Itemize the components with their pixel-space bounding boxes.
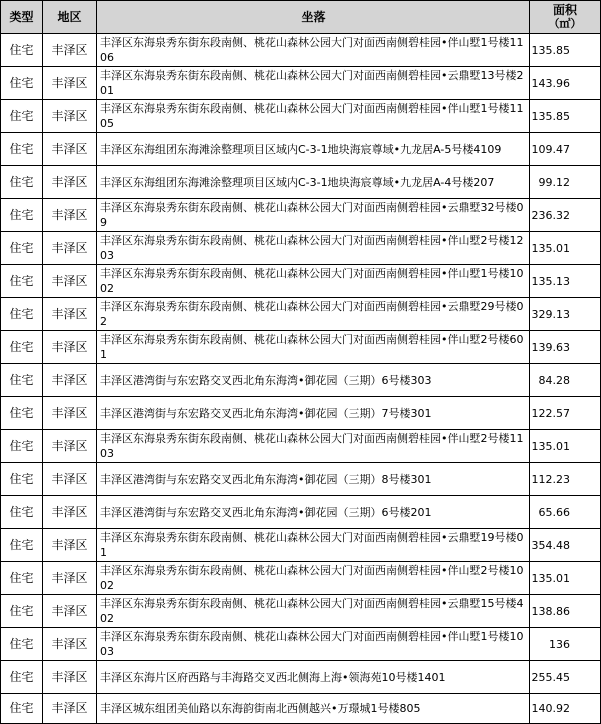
header-area xyxy=(530,1,601,34)
cell-location: 丰泽区东海泉秀东街东段南侧、桃花山森林公园大门对面西南侧碧桂园•伴山墅1号楼1003 xyxy=(97,628,530,661)
cell-district: 丰泽区 xyxy=(43,595,97,628)
cell-type: 住宅 xyxy=(1,331,43,364)
cell-area: 122.57 xyxy=(530,397,601,430)
table-row xyxy=(1,430,601,463)
cell-location: 丰泽区东海泉秀东街东段南侧、桃花山森林公园大门对面西南侧碧桂园•云鼎墅29号楼02 xyxy=(97,298,530,331)
property-table-body xyxy=(1,1,601,724)
cell-district: 丰泽区 xyxy=(43,694,97,724)
cell-location: 丰泽区东海泉秀东街东段南侧、桃花山森林公园大门对面西南侧碧桂园•云鼎墅19号楼01 xyxy=(97,529,530,562)
cell-type: 住宅 xyxy=(1,265,43,298)
cell-area: 140.92 xyxy=(530,694,601,724)
table-row xyxy=(1,595,601,628)
cell-location: 丰泽区东海泉秀东街东段南侧、桃花山森林公园大门对面西南侧碧桂园•云鼎墅13号楼201 xyxy=(97,67,530,100)
cell-location: 丰泽区东海泉秀东街东段南侧、桃花山森林公园大门对面西南侧碧桂园•伴山墅1号楼1002 xyxy=(97,265,530,298)
cell-district: 丰泽区 xyxy=(43,430,97,463)
table-row xyxy=(1,67,601,100)
table-row xyxy=(1,133,601,166)
cell-type: 住宅 xyxy=(1,397,43,430)
cell-district: 丰泽区 xyxy=(43,166,97,199)
cell-location: 丰泽区东海组团东海滩涂整理项目区域内C-3-1地块海宸尊域•九龙居A-5号楼4109 xyxy=(97,133,530,166)
cell-type: 住宅 xyxy=(1,298,43,331)
table-row xyxy=(1,562,601,595)
cell-district: 丰泽区 xyxy=(43,298,97,331)
cell-type: 住宅 xyxy=(1,661,43,694)
cell-type: 住宅 xyxy=(1,166,43,199)
cell-area: 143.96 xyxy=(530,67,601,100)
cell-area: 135.85 xyxy=(530,34,601,67)
cell-type: 住宅 xyxy=(1,133,43,166)
cell-location: 丰泽区东海泉秀东街东段南侧、桃花山森林公园大门对面西南侧碧桂园•伴山墅2号楼601 xyxy=(97,331,530,364)
table-row xyxy=(1,331,601,364)
table-row xyxy=(1,298,601,331)
cell-location: 丰泽区城东组团美仙路以东海韵街南北西侧越兴•万璟城1号楼805 xyxy=(97,694,530,724)
cell-district: 丰泽区 xyxy=(43,232,97,265)
cell-location: 丰泽区港湾街与东宏路交叉西北角东海湾•御花园（三期）8号楼301 xyxy=(97,463,530,496)
cell-district: 丰泽区 xyxy=(43,265,97,298)
cell-district: 丰泽区 xyxy=(43,34,97,67)
header-district: 地区 xyxy=(43,1,97,34)
cell-type: 住宅 xyxy=(1,529,43,562)
table-row xyxy=(1,34,601,67)
cell-type: 住宅 xyxy=(1,34,43,67)
cell-area: 329.13 xyxy=(530,298,601,331)
cell-area: 139.63 xyxy=(530,331,601,364)
cell-type: 住宅 xyxy=(1,364,43,397)
cell-type: 住宅 xyxy=(1,694,43,724)
table-row xyxy=(1,661,601,694)
cell-district: 丰泽区 xyxy=(43,529,97,562)
cell-area: 236.32 xyxy=(530,199,601,232)
cell-location: 丰泽区东海片区府西路与丰海路交叉西北侧海上海•领海苑10号楼1401 xyxy=(97,661,530,694)
cell-type: 住宅 xyxy=(1,67,43,100)
cell-district: 丰泽区 xyxy=(43,628,97,661)
cell-area: 99.12 xyxy=(530,166,601,199)
cell-area: 135.85 xyxy=(530,100,601,133)
cell-district: 丰泽区 xyxy=(43,562,97,595)
header-row xyxy=(1,1,601,34)
cell-location: 丰泽区东海泉秀东街东段南侧、桃花山森林公园大门对面西南侧碧桂园•伴山墅1号楼1105 xyxy=(97,100,530,133)
table-row xyxy=(1,463,601,496)
cell-type: 住宅 xyxy=(1,232,43,265)
cell-area: 65.66 xyxy=(530,496,601,529)
cell-district: 丰泽区 xyxy=(43,496,97,529)
table-row xyxy=(1,100,601,133)
cell-location: 丰泽区东海泉秀东街东段南侧、桃花山森林公园大门对面西南侧碧桂园•伴山墅2号楼1203 xyxy=(97,232,530,265)
table-row xyxy=(1,265,601,298)
table-row xyxy=(1,166,601,199)
cell-area: 135.01 xyxy=(530,430,601,463)
cell-area: 135.13 xyxy=(530,265,601,298)
cell-district: 丰泽区 xyxy=(43,100,97,133)
cell-area: 135.01 xyxy=(530,562,601,595)
cell-area: 354.48 xyxy=(530,529,601,562)
cell-area: 138.86 xyxy=(530,595,601,628)
cell-type: 住宅 xyxy=(1,595,43,628)
table-row xyxy=(1,529,601,562)
cell-area: 112.23 xyxy=(530,463,601,496)
cell-area: 109.47 xyxy=(530,133,601,166)
cell-area: 135.01 xyxy=(530,232,601,265)
header-area-label: 面积 xyxy=(552,3,577,17)
cell-location: 丰泽区东海泉秀东街东段南侧、桃花山森林公园大门对面西南侧碧桂园•伴山墅1号楼1106 xyxy=(97,34,530,67)
cell-location: 丰泽区东海泉秀东街东段南侧、桃花山森林公园大门对面西南侧碧桂园•伴山墅2号楼1002 xyxy=(97,562,530,595)
cell-type: 住宅 xyxy=(1,199,43,232)
cell-location: 丰泽区东海组团东海滩涂整理项目区域内C-3-1地块海宸尊域•九龙居A-4号楼207 xyxy=(97,166,530,199)
header-type: 类型 xyxy=(1,1,43,34)
cell-location: 丰泽区东海泉秀东街东段南侧、桃花山森林公园大门对面西南侧碧桂园•云鼎墅32号楼09 xyxy=(97,199,530,232)
cell-location: 丰泽区东海泉秀东街东段南侧、桃花山森林公园大门对面西南侧碧桂园•云鼎墅15号楼402 xyxy=(97,595,530,628)
cell-district: 丰泽区 xyxy=(43,661,97,694)
cell-type: 住宅 xyxy=(1,562,43,595)
cell-area: 84.28 xyxy=(530,364,601,397)
header-area-unit: （㎡） xyxy=(548,17,582,30)
cell-location: 丰泽区港湾街与东宏路交叉西北角东海湾•御花园（三期）7号楼301 xyxy=(97,397,530,430)
cell-location: 丰泽区港湾街与东宏路交叉西北角东海湾•御花园（三期）6号楼201 xyxy=(97,496,530,529)
cell-district: 丰泽区 xyxy=(43,133,97,166)
cell-district: 丰泽区 xyxy=(43,364,97,397)
cell-district: 丰泽区 xyxy=(43,397,97,430)
cell-district: 丰泽区 xyxy=(43,463,97,496)
table-row xyxy=(1,628,601,661)
table-row xyxy=(1,232,601,265)
header-location: 坐落 xyxy=(97,1,530,34)
table-row xyxy=(1,199,601,232)
cell-district: 丰泽区 xyxy=(43,331,97,364)
cell-type: 住宅 xyxy=(1,628,43,661)
table-row xyxy=(1,496,601,529)
cell-type: 住宅 xyxy=(1,496,43,529)
table-row xyxy=(1,397,601,430)
cell-district: 丰泽区 xyxy=(43,67,97,100)
cell-area: 255.45 xyxy=(530,661,601,694)
cell-location: 丰泽区港湾街与东宏路交叉西北角东海湾•御花园（三期）6号楼303 xyxy=(97,364,530,397)
cell-type: 住宅 xyxy=(1,430,43,463)
table-row xyxy=(1,694,601,724)
cell-type: 住宅 xyxy=(1,463,43,496)
table-row xyxy=(1,364,601,397)
cell-district: 丰泽区 xyxy=(43,199,97,232)
cell-location: 丰泽区东海泉秀东街东段南侧、桃花山森林公园大门对面西南侧碧桂园•伴山墅2号楼1103 xyxy=(97,430,530,463)
cell-type: 住宅 xyxy=(1,100,43,133)
cell-area: 136 xyxy=(530,628,601,661)
